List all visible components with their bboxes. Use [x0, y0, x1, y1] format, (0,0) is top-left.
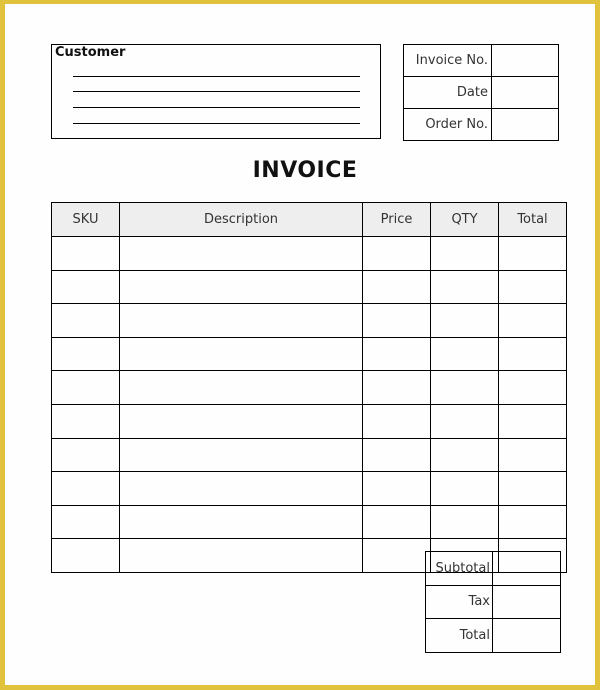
- table-header-row: [52, 203, 567, 237]
- description-cell[interactable]: [120, 304, 363, 338]
- qty-cell[interactable]: [431, 438, 499, 472]
- date-label: Date: [404, 77, 492, 109]
- total-cell[interactable]: [499, 337, 567, 371]
- total-cell[interactable]: [499, 505, 567, 539]
- order-no-label: Order No.: [404, 109, 492, 141]
- price-cell[interactable]: [363, 337, 431, 371]
- sku-cell[interactable]: [52, 438, 120, 472]
- sku-cell[interactable]: [52, 371, 120, 405]
- price-cell[interactable]: [363, 404, 431, 438]
- price-cell[interactable]: [363, 270, 431, 304]
- description-cell[interactable]: [120, 472, 363, 506]
- sku-cell[interactable]: [52, 505, 120, 539]
- sku-cell[interactable]: [52, 472, 120, 506]
- column-header-total: Total: [499, 203, 567, 237]
- table-row: [52, 404, 567, 438]
- description-cell[interactable]: [120, 404, 363, 438]
- customer-box: [51, 44, 381, 139]
- sku-cell[interactable]: [52, 404, 120, 438]
- qty-cell[interactable]: [431, 371, 499, 405]
- total-cell[interactable]: [499, 371, 567, 405]
- tax-field[interactable]: [493, 585, 561, 619]
- table-row: [52, 337, 567, 371]
- page-title: INVOICE: [252, 158, 358, 183]
- description-cell[interactable]: [120, 505, 363, 539]
- description-cell[interactable]: [120, 237, 363, 271]
- total-cell[interactable]: [499, 404, 567, 438]
- price-cell[interactable]: [363, 237, 431, 271]
- totals-table: [425, 551, 561, 653]
- customer-line-4[interactable]: [73, 123, 360, 124]
- sku-cell[interactable]: [52, 539, 120, 573]
- tax-label: Tax: [426, 585, 493, 619]
- price-cell[interactable]: [363, 438, 431, 472]
- description-cell[interactable]: [120, 539, 363, 573]
- sku-cell[interactable]: [52, 337, 120, 371]
- invoice-no-label: Invoice No.: [404, 45, 492, 77]
- totals-row-total: [426, 619, 561, 653]
- price-cell[interactable]: [363, 472, 431, 506]
- table-row: [52, 371, 567, 405]
- table-row: [52, 304, 567, 338]
- info-row-order-no: [404, 109, 559, 141]
- column-header-qty: QTY: [431, 203, 499, 237]
- qty-cell[interactable]: [431, 270, 499, 304]
- qty-cell[interactable]: [431, 404, 499, 438]
- description-cell[interactable]: [120, 270, 363, 304]
- total-cell[interactable]: [499, 270, 567, 304]
- customer-line-2[interactable]: [73, 91, 360, 92]
- qty-cell[interactable]: [431, 304, 499, 338]
- order-no-field[interactable]: [492, 109, 559, 141]
- table-row: [52, 438, 567, 472]
- grand-total-label: Total: [426, 619, 493, 653]
- qty-cell[interactable]: [431, 337, 499, 371]
- price-cell[interactable]: [363, 539, 431, 573]
- table-row: [52, 270, 567, 304]
- total-cell[interactable]: [499, 472, 567, 506]
- description-cell[interactable]: [120, 438, 363, 472]
- subtotal-field[interactable]: [493, 552, 561, 586]
- sku-cell[interactable]: [52, 304, 120, 338]
- invoice-no-field[interactable]: [492, 45, 559, 77]
- grand-total-field[interactable]: [493, 619, 561, 653]
- subtotal-label: Subtotal: [426, 552, 493, 586]
- table-row: [52, 237, 567, 271]
- qty-cell[interactable]: [431, 505, 499, 539]
- description-cell[interactable]: [120, 337, 363, 371]
- table-row: [52, 505, 567, 539]
- column-header-description: Description: [120, 203, 363, 237]
- total-cell[interactable]: [499, 237, 567, 271]
- table-row: [52, 472, 567, 506]
- price-cell[interactable]: [363, 304, 431, 338]
- sku-cell[interactable]: [52, 237, 120, 271]
- qty-cell[interactable]: [431, 472, 499, 506]
- total-cell[interactable]: [499, 304, 567, 338]
- price-cell[interactable]: [363, 505, 431, 539]
- price-cell[interactable]: [363, 371, 431, 405]
- column-header-sku: SKU: [52, 203, 120, 237]
- sku-cell[interactable]: [52, 270, 120, 304]
- column-header-price: Price: [363, 203, 431, 237]
- description-cell[interactable]: [120, 371, 363, 405]
- info-row-date: [404, 77, 559, 109]
- customer-line-3[interactable]: [73, 107, 360, 108]
- customer-label: Customer: [55, 45, 126, 60]
- totals-row-subtotal: [426, 552, 561, 586]
- qty-cell[interactable]: [431, 237, 499, 271]
- total-cell[interactable]: [499, 438, 567, 472]
- line-items-table: [51, 202, 567, 573]
- date-field[interactable]: [492, 77, 559, 109]
- invoice-info-table: [403, 44, 559, 141]
- customer-line-1[interactable]: [73, 76, 360, 77]
- info-row-invoice-no: [404, 45, 559, 77]
- totals-row-tax: [426, 585, 561, 619]
